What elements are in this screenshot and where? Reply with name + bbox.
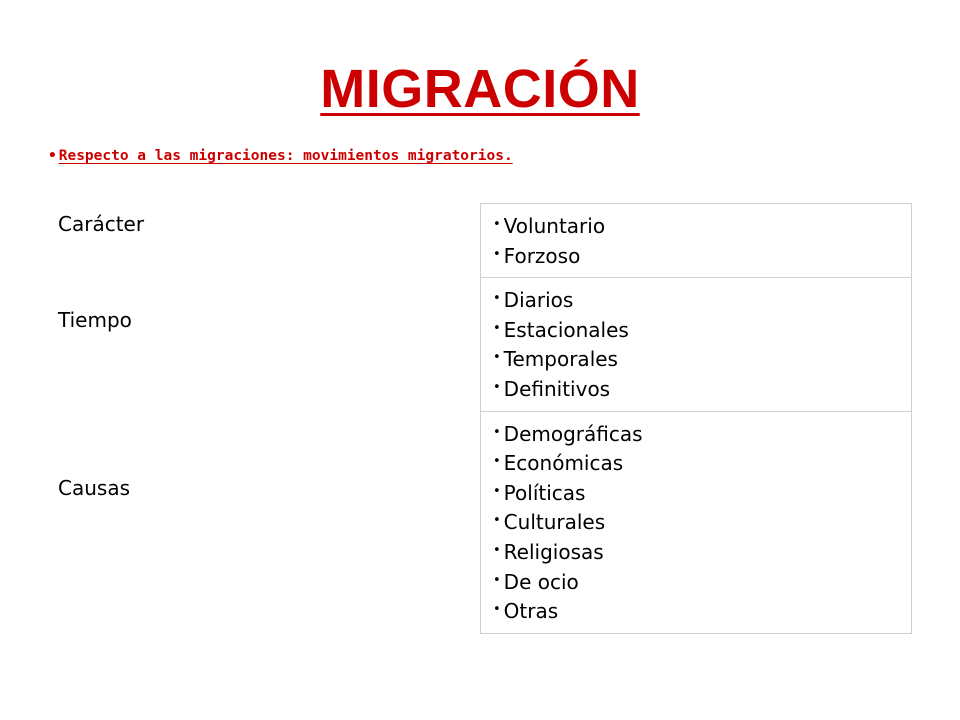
- list-item: • Otras: [493, 599, 559, 624]
- classification-table: [480, 203, 912, 634]
- list-item: • Temporales: [493, 347, 618, 372]
- list-item: • Diarios: [493, 288, 574, 313]
- bullet-icon: •: [493, 379, 501, 395]
- row-label-causas: Causas: [58, 476, 130, 500]
- bullet-icon: •: [493, 424, 501, 440]
- bullet-icon: •: [493, 513, 501, 529]
- bullet-icon: •: [493, 350, 501, 366]
- list-item: • Estacionales: [493, 317, 629, 342]
- list-item: • Voluntario: [493, 214, 606, 238]
- list-item: • Religiosas: [493, 539, 604, 564]
- subtitle: • Respecto a las migraciones: movimientos migratorios.: [48, 148, 513, 164]
- bullet-icon: •: [493, 291, 501, 307]
- list-item: • Culturales: [493, 510, 606, 535]
- page-title: MIGRACIÓN: [320, 59, 640, 119]
- bullet-icon: •: [48, 148, 57, 164]
- cell-causas: [481, 411, 911, 633]
- row-label-tiempo: Tiempo: [58, 308, 132, 332]
- row-label-caracter: Carácter: [58, 212, 145, 236]
- bullet-icon: •: [493, 572, 501, 588]
- list-item: • Políticas: [493, 480, 586, 505]
- cell-tiempo: [481, 277, 911, 410]
- bullet-icon: •: [493, 217, 501, 232]
- list-item: • Forzoso: [493, 243, 581, 268]
- list-item: • Económicas: [493, 451, 624, 476]
- list-item: • Definitivos: [493, 376, 611, 401]
- list-item: • Demográficas: [493, 421, 643, 446]
- list-item: • De ocio: [493, 569, 579, 594]
- bullet-icon: •: [493, 454, 501, 470]
- cell-caracter: [481, 204, 911, 277]
- bullet-icon: •: [493, 602, 501, 618]
- bullet-icon: •: [493, 246, 501, 262]
- bullet-icon: •: [493, 320, 501, 336]
- bullet-icon: •: [493, 542, 501, 558]
- bullet-icon: •: [493, 483, 501, 499]
